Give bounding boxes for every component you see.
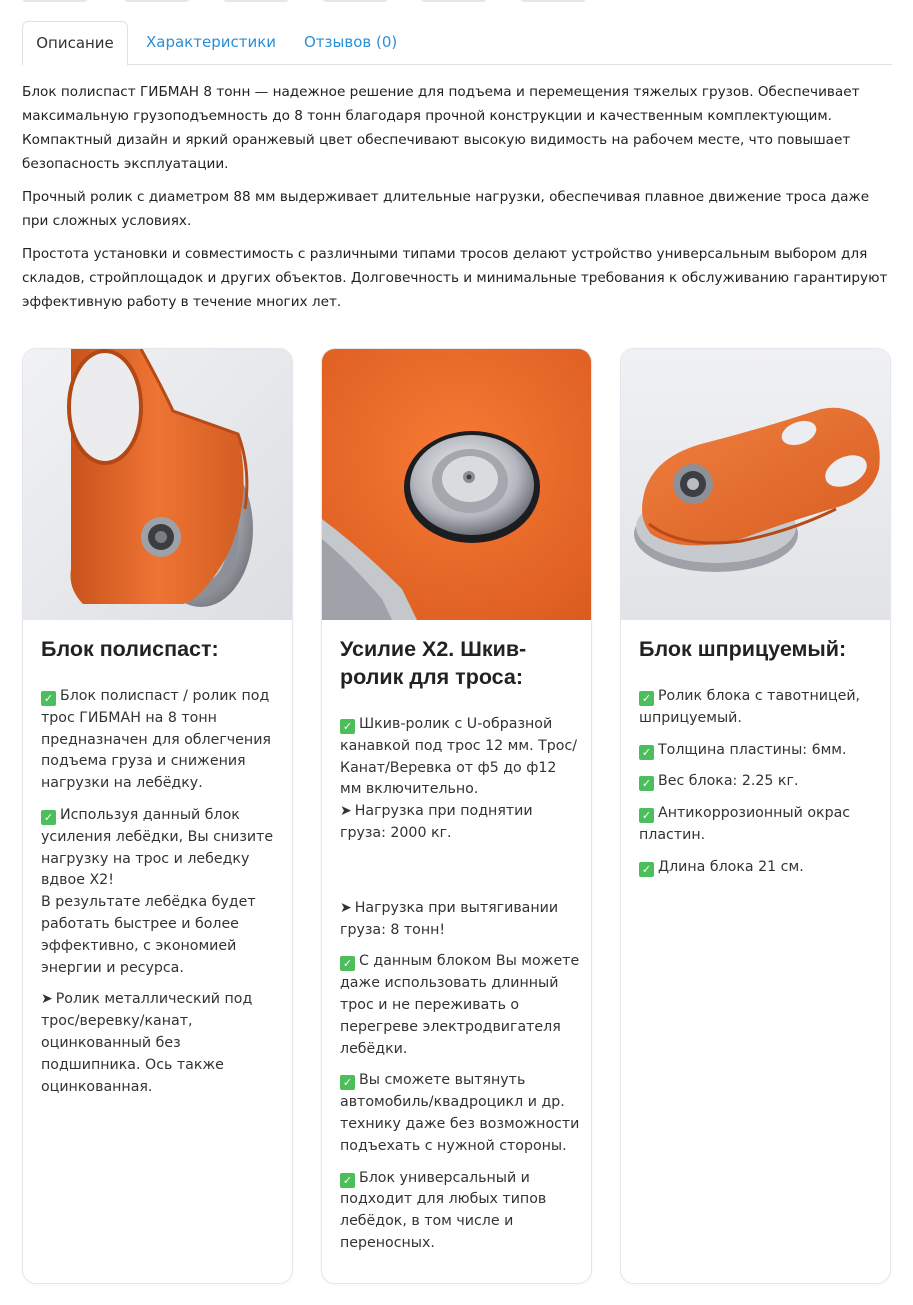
check-icon: ✓ <box>340 1173 355 1188</box>
feature-text: Толщина пластины: 6мм. <box>658 741 847 758</box>
feature-text: Ролик блока с тавотницей, шприцуемый. <box>639 688 861 726</box>
feature-text: Блок полиспаст / ролик под трос ГИБМАН на 8 тонн предназначен для облегчения подъема груза и снижения нагрузки на лебёдку. <box>41 688 271 792</box>
feature-text: В результате лебёдка будет работать быстрее и более эффективно, с экономией энергии и ресурса. <box>41 894 256 976</box>
feature-text: Вы сможете вытянуть автомобиль/квадроцикл и др. технику даже без возможности подъехать с нужной стороны. <box>340 1072 580 1154</box>
feature-text: Длина блока 21 см. <box>658 858 804 875</box>
description <box>22 80 892 323</box>
feature-card-pulley <box>22 348 293 1284</box>
check-icon: ✓ <box>41 810 56 825</box>
card-body <box>639 686 879 889</box>
feature-text: Нагрузка при поднятии груза: 2000 кг. <box>340 803 533 841</box>
feature-text: Используя данный блок усиления лебёдки, Вы снизите нагрузку на трос и лебедку вдвое Х2! <box>41 806 274 889</box>
card-title: Блок шприцуемый: <box>639 637 847 661</box>
check-icon: ✓ <box>639 862 654 877</box>
arrow-icon: ➤ <box>41 991 53 1008</box>
feature-text: Ролик металлический под трос/веревку/канат, оцинкованный без подшипника. Ось также оцинкованная. <box>41 991 253 1095</box>
feature-card-greasable <box>620 348 891 1284</box>
arrow-icon: ➤ <box>340 899 352 916</box>
feature-text: Блок универсальный и подходит для любых типов лебёдок, в том числе и переносных. <box>340 1169 547 1251</box>
check-icon: ✓ <box>340 1075 355 1090</box>
feature-text: Вес блока: 2.25 кг. <box>658 773 799 790</box>
card-title: Усилие Х2. Шкив-ролик для троса: <box>340 637 527 689</box>
check-icon: ✓ <box>340 719 355 734</box>
check-icon: ✓ <box>41 691 56 706</box>
tab-characteristics[interactable]: Характеристики <box>146 33 277 51</box>
tab-bar <box>22 21 892 65</box>
feature-text: Шкив-ролик с U-образной канавкой под трос 12 мм. Трос/Канат/Веревка от ф5 до ф12 мм включительно. <box>340 716 578 798</box>
feature-card-sheave <box>321 348 592 1284</box>
feature-text: Нагрузка при вытягивании груза: 8 тонн! <box>340 899 559 938</box>
card-body <box>41 686 281 1108</box>
arrow-icon: ➤ <box>340 803 352 820</box>
pulley-side-photo <box>23 349 293 620</box>
description-paragraph: Блок полиспаст ГИБМАН 8 тонн — надежное решение для подъема и перемещения тяжелых грузов. Обеспечивает максимальную грузоподъемность до 8 тонн благодаря прочной конструкции и качественным комплектующим. Компактный дизайн и яркий оранжевый цвет обеспечивают высокую видимость на рабочем месте, что повышает безопасность эксплуатации. <box>22 84 860 172</box>
check-icon: ✓ <box>639 808 654 823</box>
pulley-top-photo <box>621 349 891 620</box>
card-body <box>340 714 580 1265</box>
check-icon: ✓ <box>639 745 654 760</box>
top-strip <box>0 0 913 4</box>
description-paragraph: Прочный ролик с диаметром 88 мм выдерживает длительные нагрузки, обеспечивая плавное движение троса даже при сложных условиях. <box>22 189 870 229</box>
check-icon: ✓ <box>340 956 355 971</box>
card-title: Блок полиспаст: <box>41 637 219 661</box>
tab-reviews[interactable]: Отзывов (0) <box>304 33 398 51</box>
pulley-axle-closeup-photo <box>322 349 592 620</box>
feature-text: С данным блоком Вы можете даже использовать длинный трос и не переживать о перегреве электродвигателя лебёдки. <box>340 953 580 1057</box>
check-icon: ✓ <box>639 691 654 706</box>
description-paragraph: Простота установки и совместимость с различными типами тросов делают устройство универсальным выбором для складов, стройплощадок и других объектов. Долговечность и минимальные требования к обслуживанию гарантируют эффективную работу в течение многих лет. <box>22 246 888 310</box>
tab-description[interactable]: Описание <box>22 21 128 66</box>
check-icon: ✓ <box>639 776 654 791</box>
feature-text: Антикоррозионный окрас пластин. <box>639 805 851 843</box>
